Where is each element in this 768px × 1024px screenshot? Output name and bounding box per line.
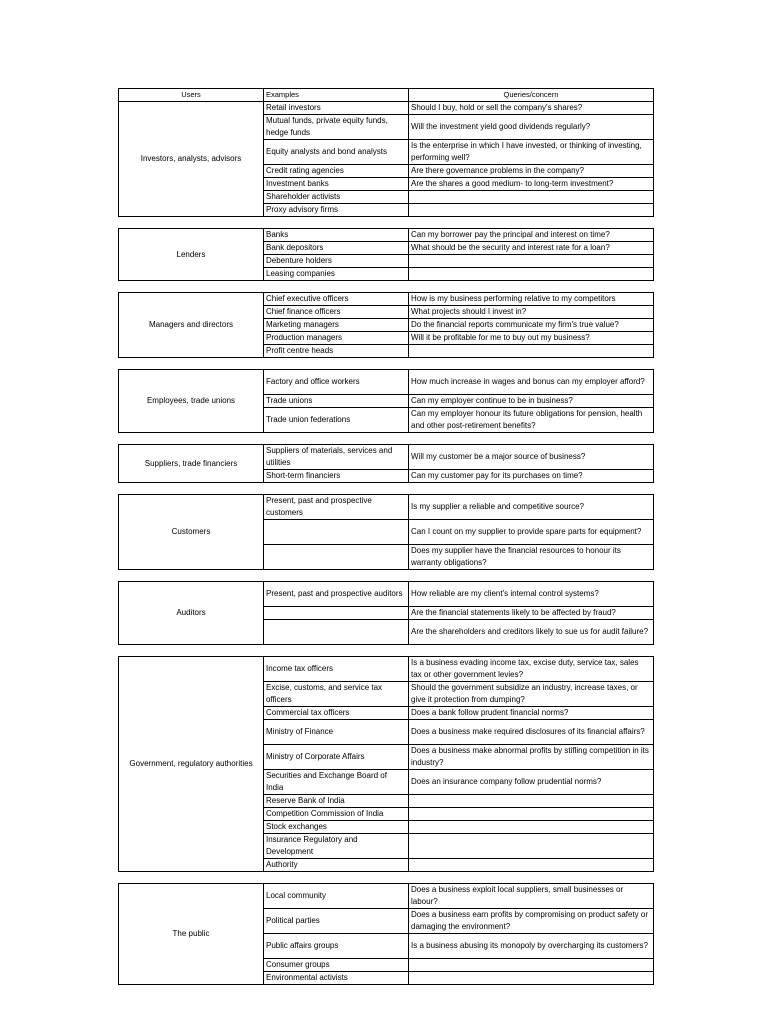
example-cell: [264, 545, 409, 570]
query-cell: Is my supplier a reliable and competitive source?: [409, 495, 654, 520]
example-cell: [264, 607, 409, 620]
table-row: [119, 102, 654, 115]
query-cell: Should I buy, hold or sell the company's shares?: [409, 102, 654, 115]
example-cell: Consumer groups: [264, 959, 409, 972]
user-group-cell: Managers and directors: [119, 293, 264, 358]
group-separator: [119, 570, 654, 582]
example-cell: Reserve Bank of India: [264, 795, 409, 808]
query-cell: What projects should I invest in?: [409, 306, 654, 319]
query-cell: [409, 204, 654, 217]
query-cell: Do the financial reports communicate my firm's true value?: [409, 319, 654, 332]
example-cell: Investment banks: [264, 178, 409, 191]
group-separator: [119, 872, 654, 884]
query-cell: Should the government subsidize an industry, increase taxes, or give it protection from dumping?: [409, 682, 654, 707]
group-separator: [119, 645, 654, 657]
example-cell: Trade unions: [264, 395, 409, 408]
example-cell: Short-term financiers: [264, 470, 409, 483]
query-cell: [409, 795, 654, 808]
table-row: [119, 582, 654, 607]
table-row: [119, 445, 654, 470]
group-separator: [119, 433, 654, 445]
query-cell: How much increase in wages and bonus can my employer afford?: [409, 370, 654, 395]
query-cell: Will it be profitable for me to buy out my business?: [409, 332, 654, 345]
query-cell: Does a business earn profits by compromising on product safety or damaging the environment?: [409, 909, 654, 934]
user-group-cell: Employees, trade unions: [119, 370, 264, 433]
user-group-cell: Investors, analysts, advisors: [119, 102, 264, 217]
query-cell: [409, 255, 654, 268]
table-row: [119, 229, 654, 242]
query-cell: Are there governance problems in the company?: [409, 165, 654, 178]
query-cell: Will the investment yield good dividends regularly?: [409, 115, 654, 140]
query-cell: [409, 821, 654, 834]
query-cell: Can I count on my supplier to provide spare parts for equipment?: [409, 520, 654, 545]
example-cell: Chief executive officers: [264, 293, 409, 306]
query-cell: [409, 972, 654, 985]
example-cell: Ministry of Corporate Affairs: [264, 745, 409, 770]
query-cell: [409, 959, 654, 972]
group-separator: [119, 358, 654, 370]
header-examples: Examples: [264, 89, 409, 102]
example-cell: Securities and Exchange Board of India: [264, 770, 409, 795]
example-cell: Banks: [264, 229, 409, 242]
query-cell: How is my business performing relative to my competitors: [409, 293, 654, 306]
example-cell: [264, 620, 409, 645]
example-cell: Excise, customs, and service tax officers: [264, 682, 409, 707]
query-cell: Can my employer honour its future obligations for pension, health and other post-retirement benefits?: [409, 408, 654, 433]
query-cell: Can my customer pay for its purchases on time?: [409, 470, 654, 483]
query-cell: [409, 859, 654, 872]
example-cell: Shareholder activists: [264, 191, 409, 204]
example-cell: Local community: [264, 884, 409, 909]
query-cell: [409, 345, 654, 358]
table-row: [119, 657, 654, 682]
example-cell: Production managers: [264, 332, 409, 345]
example-cell: Trade union federations: [264, 408, 409, 433]
example-cell: [264, 520, 409, 545]
example-cell: Retail investors: [264, 102, 409, 115]
header-queries: Queries/concern: [409, 89, 654, 102]
example-cell: Competition Commission of India: [264, 808, 409, 821]
header-row: [119, 89, 654, 102]
example-cell: Factory and office workers: [264, 370, 409, 395]
example-cell: Marketing managers: [264, 319, 409, 332]
query-cell: [409, 268, 654, 281]
query-cell: Will my customer be a major source of business?: [409, 445, 654, 470]
query-cell: What should be the security and interest rate for a loan?: [409, 242, 654, 255]
example-cell: Public affairs groups: [264, 934, 409, 959]
header-users: Users: [119, 89, 264, 102]
query-cell: [409, 808, 654, 821]
query-cell: Are the shareholders and creditors likely to sue us for audit failure?: [409, 620, 654, 645]
user-group-cell: Lenders: [119, 229, 264, 281]
query-cell: How reliable are my client's internal control systems?: [409, 582, 654, 607]
example-cell: Mutual funds, private equity funds, hedge funds: [264, 115, 409, 140]
query-cell: Can my employer continue to be in business?: [409, 395, 654, 408]
example-cell: Income tax officers: [264, 657, 409, 682]
table-row: [119, 495, 654, 520]
example-cell: Credit rating agencies: [264, 165, 409, 178]
example-cell: Chief finance officers: [264, 306, 409, 319]
table-row: [119, 293, 654, 306]
example-cell: Commercial tax officers: [264, 707, 409, 720]
group-separator: [119, 217, 654, 229]
query-cell: Does a business make required disclosures of its financial affairs?: [409, 720, 654, 745]
query-cell: Does a bank follow prudent financial norms?: [409, 707, 654, 720]
example-cell: Bank depositors: [264, 242, 409, 255]
query-cell: Are the financial statements likely to be affected by fraud?: [409, 607, 654, 620]
example-cell: Present, past and prospective customers: [264, 495, 409, 520]
example-cell: Political parties: [264, 909, 409, 934]
example-cell: Stock exchanges: [264, 821, 409, 834]
query-cell: Can my borrower pay the principal and interest on time?: [409, 229, 654, 242]
group-separator: [119, 281, 654, 293]
query-cell: Does a business exploit local suppliers, small businesses or labour?: [409, 884, 654, 909]
query-cell: Does a business make abnormal profits by stifling competition in its industry?: [409, 745, 654, 770]
table-row: [119, 884, 654, 909]
user-group-cell: The public: [119, 884, 264, 985]
example-cell: Profit centre heads: [264, 345, 409, 358]
user-group-cell: Suppliers, trade financiers: [119, 445, 264, 483]
query-cell: Is a business evading income tax, excise duty, service tax, sales tax or other government levies?: [409, 657, 654, 682]
example-cell: Debenture holders: [264, 255, 409, 268]
example-cell: Insurance Regulatory and Development: [264, 834, 409, 859]
example-cell: Ministry of Finance: [264, 720, 409, 745]
user-group-cell: Government, regulatory authorities: [119, 657, 264, 872]
example-cell: Present, past and prospective auditors: [264, 582, 409, 607]
query-cell: [409, 191, 654, 204]
example-cell: Environmental activists: [264, 972, 409, 985]
example-cell: Leasing companies: [264, 268, 409, 281]
user-group-cell: Customers: [119, 495, 264, 570]
query-cell: Is a business abusing its monopoly by overcharging its customers?: [409, 934, 654, 959]
user-group-cell: Auditors: [119, 582, 264, 645]
query-cell: Are the shares a good medium- to long-term investment?: [409, 178, 654, 191]
table-row: [119, 370, 654, 395]
query-cell: Is the enterprise in which I have invested, or thinking of investing, performing well?: [409, 140, 654, 165]
example-cell: Proxy advisory firms: [264, 204, 409, 217]
query-cell: [409, 834, 654, 859]
example-cell: Suppliers of materials, services and utilities: [264, 445, 409, 470]
group-separator: [119, 483, 654, 495]
query-cell: Does my supplier have the financial resources to honour its warranty obligations?: [409, 545, 654, 570]
stakeholder-table: [118, 88, 650, 985]
example-cell: Equity analysts and bond analysts: [264, 140, 409, 165]
example-cell: Authority: [264, 859, 409, 872]
query-cell: Does an insurance company follow prudential norms?: [409, 770, 654, 795]
